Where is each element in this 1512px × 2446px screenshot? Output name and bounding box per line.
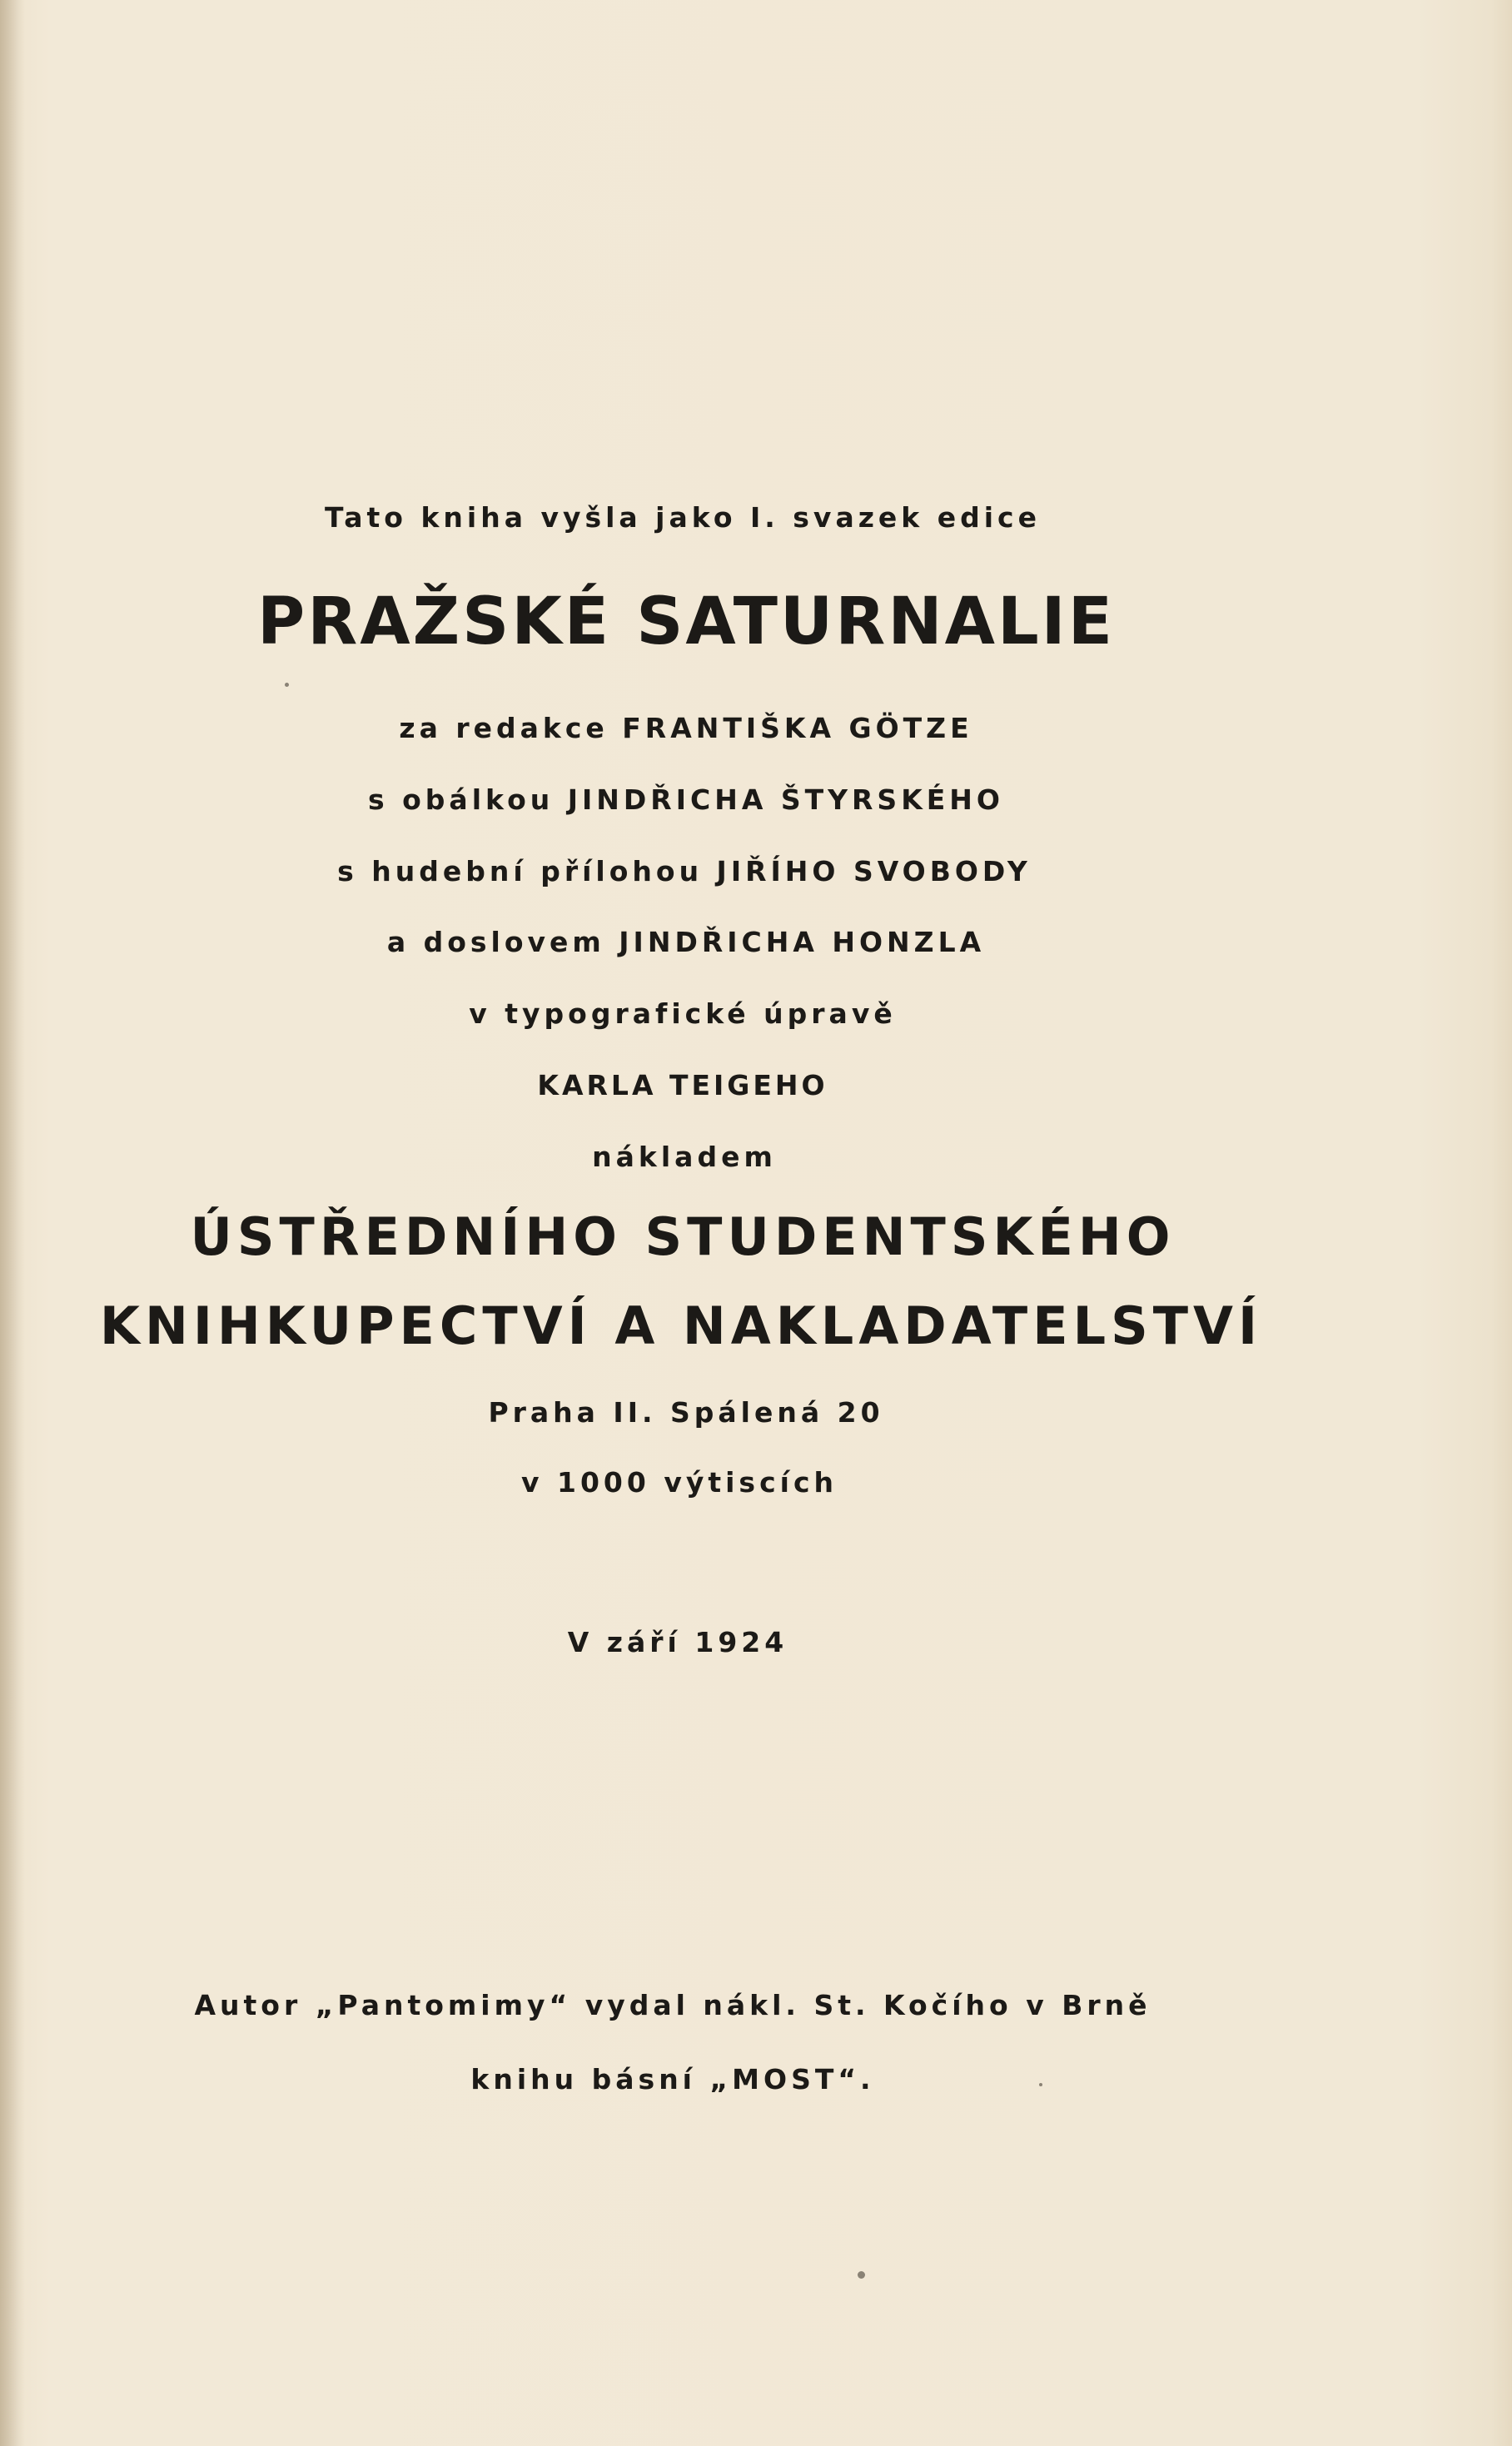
note-line-2: knihu básní „MOST“. bbox=[470, 2063, 875, 2096]
paper-speck bbox=[1039, 2083, 1042, 2086]
publisher-line-1: ÚSTŘEDNÍHO STUDENTSKÉHO bbox=[190, 1206, 1176, 1267]
typography-line: v typografické úpravě bbox=[469, 997, 897, 1030]
intro-line: Tato kniha vyšla jako I. svazek edice bbox=[324, 501, 1042, 534]
copies-line: v 1000 výtiscích bbox=[520, 1466, 838, 1499]
costs-line: nákladem bbox=[592, 1141, 777, 1173]
edition-title: PRAŽSKÉ SATURNALIE bbox=[257, 584, 1115, 659]
editor-line: za redakce FRANTIŠKA GÖTZE bbox=[399, 712, 973, 744]
afterword-line: a doslovem JINDŘICHA HONZLA bbox=[386, 926, 986, 958]
publisher-line-2: KNIHKUPECTVÍ A NAKLADATELSTVÍ bbox=[99, 1295, 1263, 1356]
paper-speck bbox=[285, 683, 289, 687]
date-line: V září 1924 bbox=[567, 1626, 788, 1658]
paper-speck bbox=[858, 2271, 865, 2279]
music-line: s hudební přílohou JIŘÍHO SVOBODY bbox=[337, 855, 1032, 887]
note-line-1: Autor „Pantomimy“ vydal nákl. St. Kočího v Brně bbox=[194, 1989, 1151, 2021]
cover-line: s obálkou JINDŘICHA ŠTYRSKÉHO bbox=[368, 783, 1004, 816]
address-line: Praha II. Spálená 20 bbox=[488, 1396, 884, 1429]
page-edge-shadow bbox=[0, 0, 25, 2446]
typographer-line: KARLA TEIGEHO bbox=[537, 1069, 828, 1101]
